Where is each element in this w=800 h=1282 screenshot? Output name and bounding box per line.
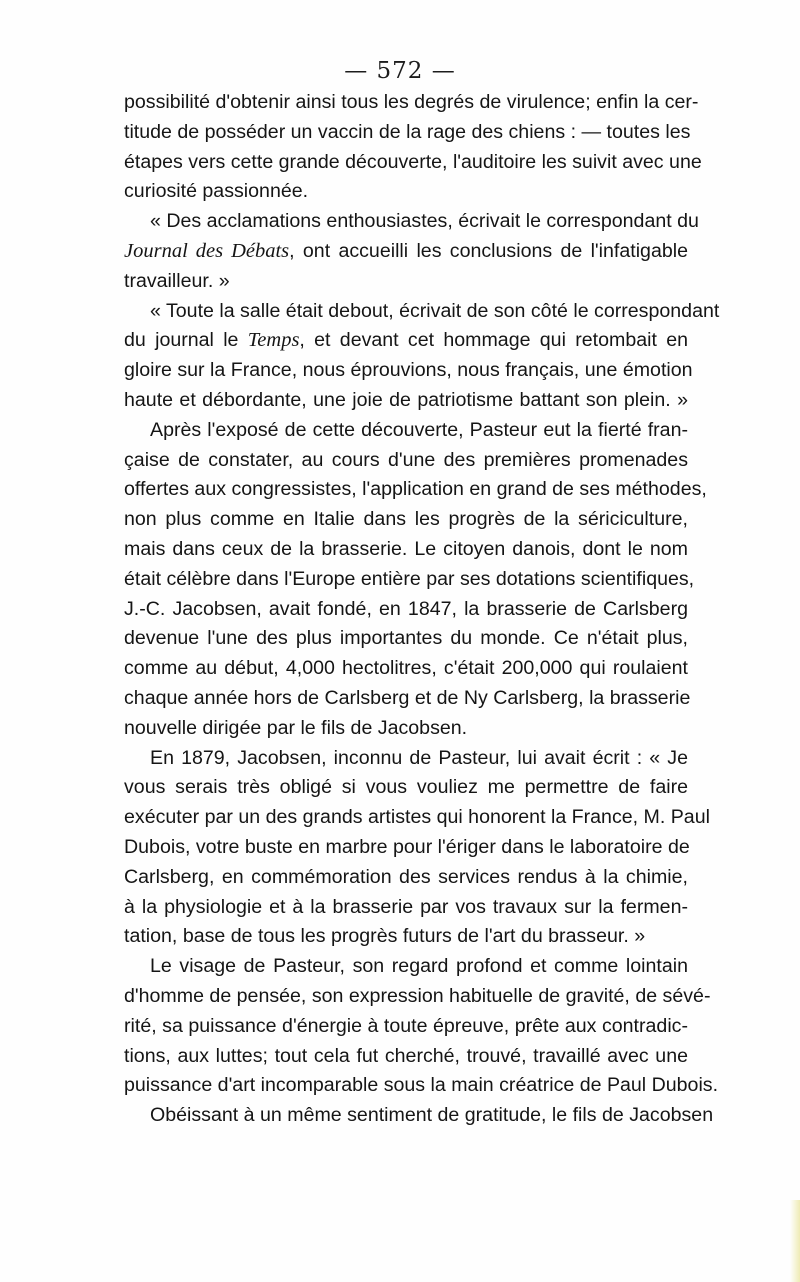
text-line: titude de posséder un vaccin de la rage des chiens : — toutes les xyxy=(124,120,691,143)
text-line: « Des acclamations enthousiastes, écrivait le correspondant du xyxy=(150,210,699,233)
italic-title: Journal des Débats xyxy=(124,239,290,262)
text-line: çaise de constater, au cours d'une des premières promenades xyxy=(124,448,688,471)
page-edge-stain xyxy=(790,1200,800,1282)
text-line: nouvelle dirigée par le fils de Jacobsen. xyxy=(124,716,468,739)
text-line: En 1879, Jacobsen, inconnu de Pasteur, lui avait écrit : « Je xyxy=(150,746,688,769)
text-line: curiosité passionnée. xyxy=(124,180,309,203)
text-line: mais dans ceux de la brasserie. Le citoyen danois, dont le nom xyxy=(124,537,688,560)
text-line: comme au début, 4,000 hectolitres, c'était 200,000 qui roulaient xyxy=(124,657,688,680)
text-line: Carlsberg, en commémoration des services rendus à la chimie, xyxy=(124,865,688,888)
text-line: Après l'exposé de cette découverte, Pasteur eut la fierté fran- xyxy=(150,418,688,441)
text-line: travailleur. » xyxy=(124,269,230,292)
text-line xyxy=(124,237,688,267)
text-line: devenue l'une des plus importantes du monde. Ce n'était plus, xyxy=(124,627,688,650)
text-segment: du journal le xyxy=(124,329,248,352)
text-line: gloire sur la France, nous éprouvions, nous français, une émotion xyxy=(124,359,693,382)
text-line: Obéissant à un même sentiment de gratitude, le fils de Jacobsen xyxy=(150,1104,714,1127)
text-line: vous serais très obligé si vous vouliez me permettre de faire xyxy=(124,776,688,799)
italic-title: Temps xyxy=(247,329,300,352)
text-line: d'homme de pensée, son expression habituelle de gravité, de sévé- xyxy=(124,984,711,1007)
text-line: chaque année hors de Carlsberg et de Ny Carlsberg, la brasserie xyxy=(124,686,691,709)
text-segment: , ont accueilli les conclusions de l'infatigable xyxy=(289,239,688,262)
text-line: Dubois, votre buste en marbre pour l'ériger dans le laboratoire de xyxy=(124,835,690,858)
text-line: « Toute la salle était debout, écrivait de son côté le correspondant xyxy=(150,299,720,322)
page-number: — 572 — xyxy=(344,58,456,84)
text-line xyxy=(124,326,688,356)
text-line: était célèbre dans l'Europe entière par ses dotations scientifiques, xyxy=(124,567,695,590)
text-line: offertes aux congressistes, l'application en grand de ses méthodes, xyxy=(124,478,707,501)
text-line: possibilité d'obtenir ainsi tous les degrés de virulence; enfin la cer- xyxy=(124,91,699,113)
text-line: rité, sa puissance d'énergie à toute épreuve, prête aux contradic- xyxy=(124,1014,688,1037)
text-line: Le visage de Pasteur, son regard profond et comme lointain xyxy=(150,955,688,978)
text-line: exécuter par un des grands artistes qui honorent la France, M. Paul xyxy=(124,806,710,829)
text-line: tation, base de tous les progrès futurs de l'art du brasseur. » xyxy=(124,925,646,948)
text-line: à la physiologie et à la brasserie par vos travaux sur la fermen- xyxy=(124,895,688,918)
text-line: haute et débordante, une joie de patriotisme battant son plein. » xyxy=(124,388,688,411)
text-line: étapes vers cette grande découverte, l'auditoire les suivit avec une xyxy=(124,150,702,173)
text-line: J.-C. Jacobsen, avait fondé, en 1847, la brasserie de Carlsberg xyxy=(124,597,688,620)
text-line: non plus comme en Italie dans les progrès de la sériciculture, xyxy=(124,508,688,531)
text-line: puissance d'art incomparable sous la main créatrice de Paul Dubois. xyxy=(124,1074,719,1097)
text-segment: , et devant cet hommage qui retombait en xyxy=(299,329,688,352)
body-text xyxy=(124,88,720,1131)
text-line: tions, aux luttes; tout cela fut cherché, trouvé, travaillé avec une xyxy=(124,1044,688,1067)
